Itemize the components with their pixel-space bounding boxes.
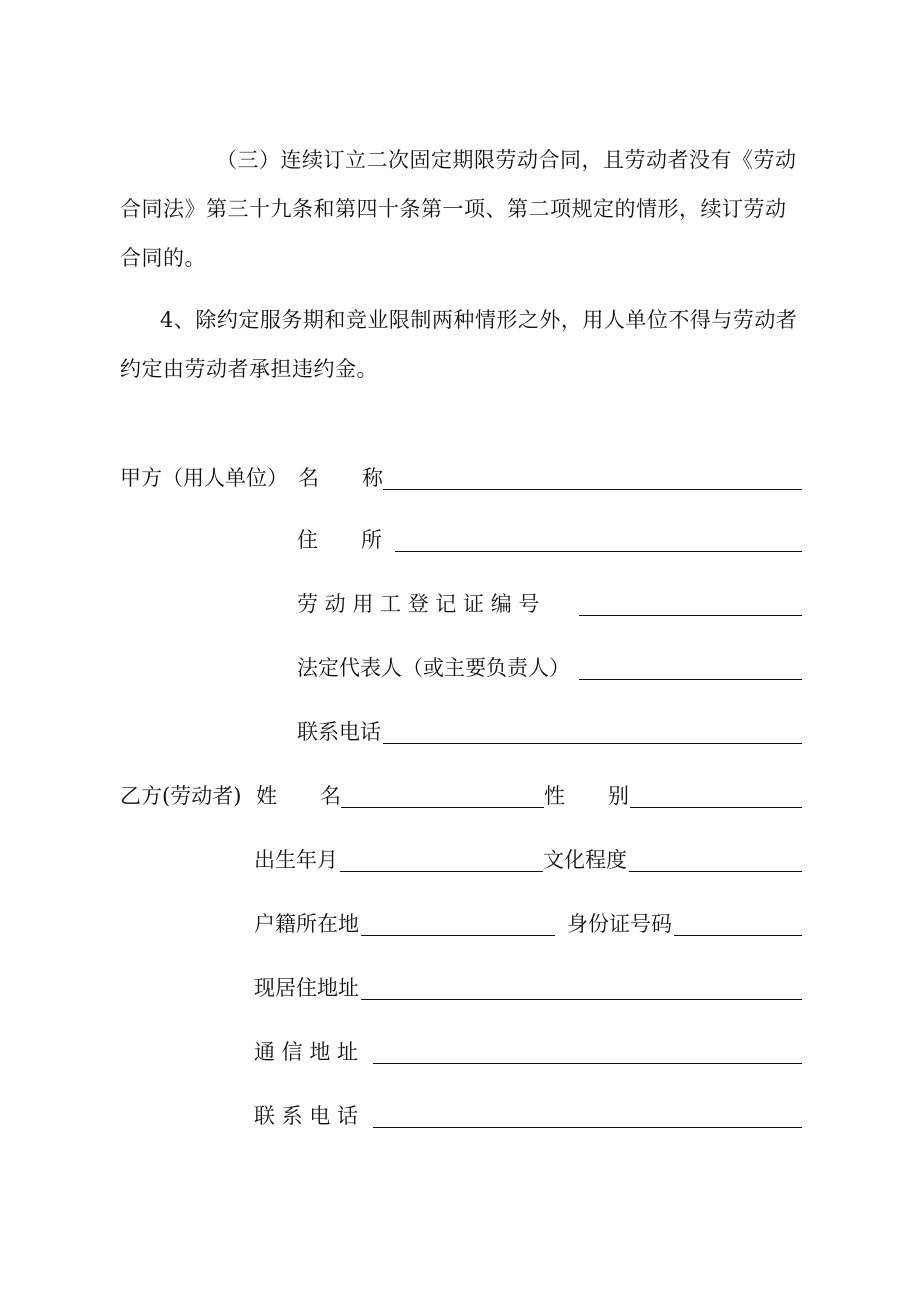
party-a-registration-row bbox=[297, 588, 802, 618]
party-b-household-row bbox=[254, 908, 802, 938]
party-b-current-address-field[interactable] bbox=[361, 977, 802, 1000]
party-a-address-row bbox=[297, 524, 802, 554]
party-b-current-address-row bbox=[254, 972, 802, 1002]
party-b-phone-label: 联 系 电 话 bbox=[254, 1104, 359, 1128]
party-b-id-label: 身份证号码 bbox=[567, 912, 672, 936]
party-b-current-address-label: 现居住地址 bbox=[254, 976, 359, 1000]
clause-3-line-2: 合同法》第三十九条和第四十条第一项、第二项规定的情形，续订劳动 bbox=[120, 197, 787, 221]
party-b-mail-address-label: 通 信 地 址 bbox=[254, 1040, 359, 1064]
party-a-legal-rep-row bbox=[297, 652, 802, 682]
party-b-mail-address-row bbox=[254, 1036, 802, 1066]
party-b-education-field[interactable] bbox=[629, 849, 802, 872]
party-a-phone-row bbox=[297, 716, 802, 746]
party-b-household-label: 户籍所在地 bbox=[254, 912, 359, 936]
party-a-name-label-2: 称 bbox=[362, 466, 383, 490]
party-a-phone-field[interactable] bbox=[383, 721, 802, 744]
clause-3-line-3: 合同的。 bbox=[120, 246, 206, 270]
party-b-birth-field[interactable] bbox=[340, 849, 543, 872]
party-b-name-row bbox=[120, 780, 802, 810]
party-b-education-label: 文化程度 bbox=[543, 848, 627, 872]
party-b-gender-label-1: 性 bbox=[544, 784, 565, 808]
party-a-address-label-2: 所 bbox=[361, 528, 382, 552]
party-a-name-row bbox=[120, 462, 802, 492]
party-a-registration-field[interactable] bbox=[579, 593, 802, 616]
party-a-registration-label: 劳 动 用 工 登 记 证 编 号 bbox=[297, 592, 540, 616]
clause-3-line-1: （三）连续订立二次固定期限劳动合同，且劳动者没有《劳动 bbox=[216, 148, 797, 172]
party-b-mail-address-field[interactable] bbox=[373, 1041, 802, 1064]
party-b-phone-row bbox=[254, 1100, 802, 1130]
party-b-heading: 乙方(劳动者) bbox=[120, 784, 242, 808]
party-a-address-label-1: 住 bbox=[297, 528, 318, 552]
party-b-household-field[interactable] bbox=[361, 913, 555, 936]
party-a-address-field[interactable] bbox=[395, 529, 802, 552]
party-a-legal-rep-field[interactable] bbox=[579, 657, 802, 680]
party-a-name-label-1: 名 bbox=[298, 466, 319, 490]
party-b-id-field[interactable] bbox=[674, 913, 802, 936]
party-b-surname-label-1: 姓 bbox=[256, 784, 277, 808]
party-b-surname-label-2: 名 bbox=[320, 784, 341, 808]
party-b-birth-label: 出生年月 bbox=[254, 848, 338, 872]
party-b-birth-row bbox=[254, 844, 802, 874]
clause-4-paragraph bbox=[120, 296, 810, 394]
clause-4-line-1: 4、除约定服务期和竞业限制两种情形之外，用人单位不得与劳动者 bbox=[160, 308, 798, 332]
party-a-heading: 甲方（用人单位） bbox=[120, 466, 288, 490]
clause-3-paragraph bbox=[120, 136, 810, 283]
party-b-gender-label-2: 别 bbox=[608, 784, 629, 808]
clause-4-line-2: 约定由劳动者承担违约金。 bbox=[120, 357, 378, 381]
party-b-name-field[interactable] bbox=[341, 785, 544, 808]
party-b-phone-field[interactable] bbox=[373, 1105, 802, 1128]
party-b-gender-field[interactable] bbox=[630, 785, 802, 808]
party-a-legal-rep-label: 法定代表人（或主要负责人） bbox=[297, 656, 570, 680]
party-a-phone-label: 联系电话 bbox=[297, 720, 381, 744]
party-a-name-field[interactable] bbox=[383, 467, 802, 490]
